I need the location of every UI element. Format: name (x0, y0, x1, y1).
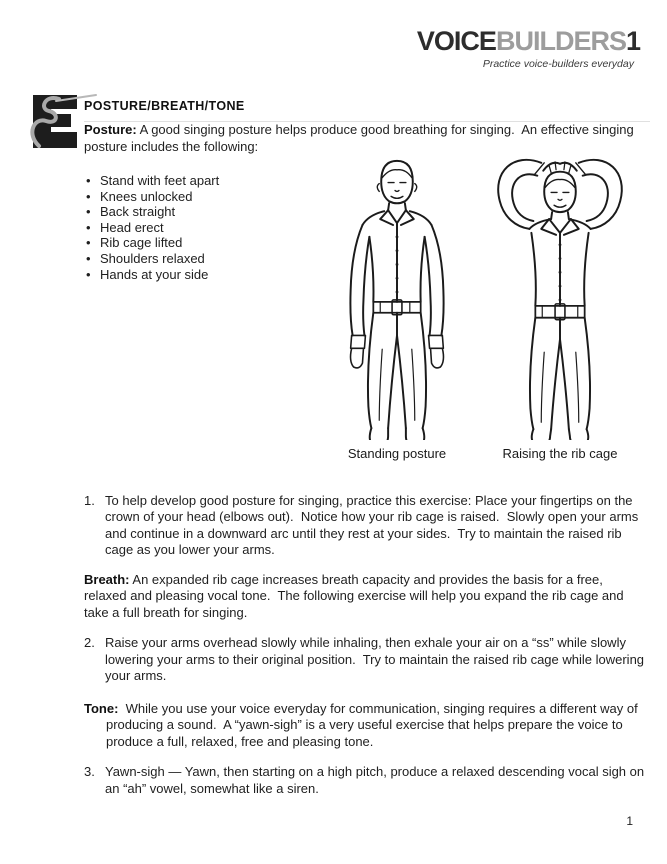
posture-label: Posture: (84, 122, 137, 137)
list-item: • Stand with feet apart (84, 173, 320, 189)
logo-tagline: Practice voice-builders everyday (482, 58, 634, 70)
standing-man-illustration-icon (322, 152, 472, 440)
list-item: • Rib cage lifted (84, 235, 320, 251)
arms-raised-man-illustration-icon (476, 150, 644, 440)
exercise-item-2 (84, 635, 648, 685)
main-content (84, 122, 648, 810)
breath-label: Breath: (84, 571, 130, 587)
figure-standing-posture (322, 152, 472, 463)
exercise-text: Raise your arms overhead slowly while inhaling, then exhale your air on a “ss” while slowly lowering your arms to their original position. Try to maintain the raised rib cage while lowering your arms. (105, 635, 648, 683)
breath-paragraph (84, 572, 645, 622)
exercise-number: 2. (84, 635, 95, 650)
tone-paragraph (84, 701, 645, 751)
section-heading: POSTURE/BREATH/TONE (84, 99, 245, 113)
figures-group (322, 150, 644, 463)
posture-bullet-list (84, 168, 320, 463)
list-item: • Hands at your side (84, 267, 320, 283)
page-number: 1 (626, 814, 633, 828)
exercise-text: To help develop good posture for singing, practice this exercise: Place your fingertips on the crown of your head (elbows out). Notice how your rib cage is raised. Slowly open your arms and continue in a downward arc until they rest at your sides. Try to maintain the raised rib cage as you lower your arms. (105, 492, 642, 557)
section-heading-row (84, 97, 650, 122)
exercise-number: 1. (84, 492, 95, 508)
figure-raising-rib-cage (476, 150, 644, 463)
list-item: • Back straight (84, 204, 320, 220)
bullets-and-figures-row (84, 168, 645, 463)
figure-caption: Raising the rib cage (502, 446, 618, 461)
exercise-number: 3. (84, 764, 95, 779)
list-item: • Knees unlocked (84, 189, 320, 205)
voicebuilders-logo (417, 28, 640, 70)
tone-text: While you use your voice everyday for communication, singing requires a different way of producing a sound. A “yawn-sigh” is a very useful exercise that helps prepare the voice to produce a full, relaxed, free and pleasing tone. (106, 700, 642, 749)
figure-caption: Standing posture (347, 446, 447, 461)
logo-wordmark (417, 28, 640, 55)
posture-intro-text: A good singing posture helps produce good breathing for singing. An effective singing posture includes the following: (84, 122, 638, 154)
tone-label: Tone: (84, 700, 119, 716)
logo-voice-text: VOICE (416, 26, 496, 56)
exercise-item-3 (84, 764, 648, 797)
exercise-text: Yawn-sigh — Yawn, then starting on a high pitch, produce a relaxed descending vocal sigh on an “ah” vowel, somewhat like a siren. (105, 764, 648, 796)
list-item: • Shoulders relaxed (84, 251, 320, 267)
logo-number-text: 1 (625, 26, 640, 56)
exercise-item-1 (84, 493, 645, 559)
list-item: • Head erect (84, 220, 320, 236)
logo-builders-text: BUILDERS (495, 26, 626, 56)
breath-text: An expanded rib cage increases breath capacity and provides the basis for a free, relaxed and pleasing vocal tone. The following exercise will help you expand the rib cage and take a full breath for singing. (84, 571, 628, 620)
